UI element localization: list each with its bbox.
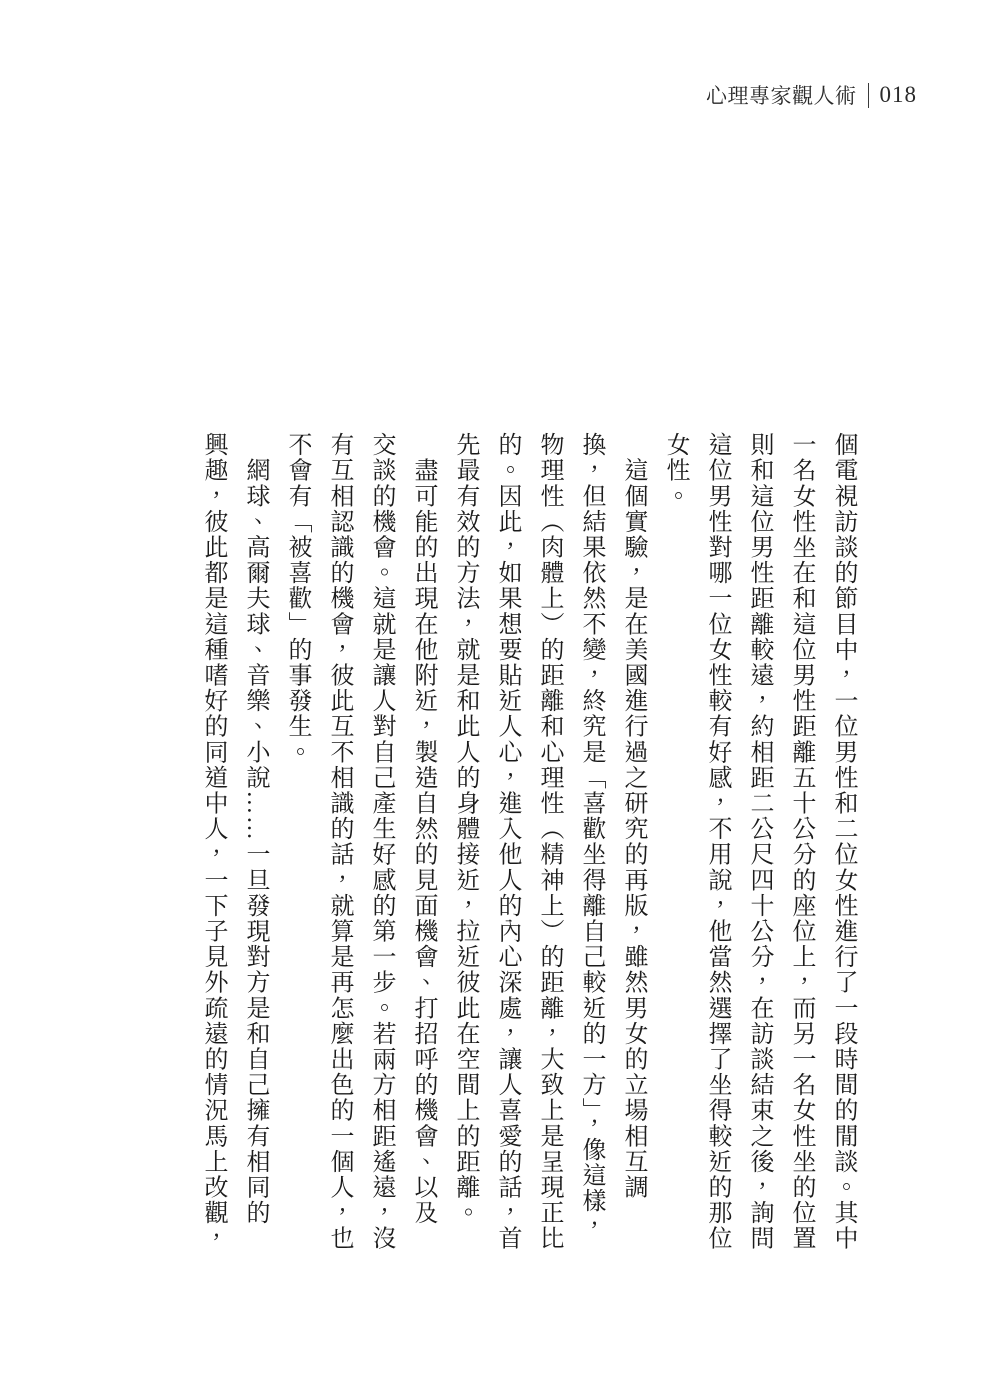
text-column: 交談的機會。這就是讓人對自己產生好感的第一步。若兩方相距遙遠，沒 [368, 432, 394, 1252]
text-body [192, 432, 864, 1254]
text-column: 女性。 [662, 432, 688, 509]
header-divider [868, 83, 869, 108]
text-column: 一名女性坐在和這位男性距離五十公分的座位上，而另一名女性坐的位置 [788, 432, 814, 1252]
text-column: 先最有效的方法，就是和此人的身體接近，拉近彼此在空間上的距離。 [452, 432, 478, 1226]
text-column: 網球、高爾夫球、音樂、小說……一旦發現對方是和自己擁有相同的 [242, 432, 268, 1226]
text-column: 的。因此，如果想要貼近人心，進入他人的內心深處，讓人喜愛的話，首 [494, 432, 520, 1252]
text-column: 有互相認識的機會，彼此互不相識的話，就算是再怎麼出色的一個人，也 [326, 432, 352, 1252]
text-column: 個電視訪談的節目中，一位男性和二位女性進行了一段時間的閒談。其中 [830, 432, 856, 1252]
text-column: 這個實驗，是在美國進行過之研究的再版，雖然男女的立場相互調 [620, 432, 646, 1200]
text-column: 興趣，彼此都是這種嗜好的同道中人，一下子見外疏遠的情況馬上改觀， [200, 432, 226, 1252]
text-column: 換，但結果依然不變，終究是「喜歡坐得離自己較近的一方」，像這樣， [578, 432, 604, 1240]
text-column: 則和這位男性距離較遠，約相距二公尺四十公分，在訪談結束之後，詢問 [746, 432, 772, 1252]
running-header [706, 80, 917, 110]
text-column: 不會有「被喜歡」的事發生。 [284, 432, 310, 765]
page-number: 018 [879, 82, 917, 107]
book-title: 心理專家觀人術 [706, 84, 857, 108]
text-column: 這位男性對哪一位女性較有好感，不用說，他當然選擇了坐得較近的那位 [704, 432, 730, 1252]
text-column: 盡可能的出現在他附近，製造自然的見面機會、打招呼的機會、以及 [410, 432, 436, 1226]
text-column: 物理性（肉體上）的距離和心理性（精神上）的距離，大致上是呈現正比 [536, 432, 562, 1252]
